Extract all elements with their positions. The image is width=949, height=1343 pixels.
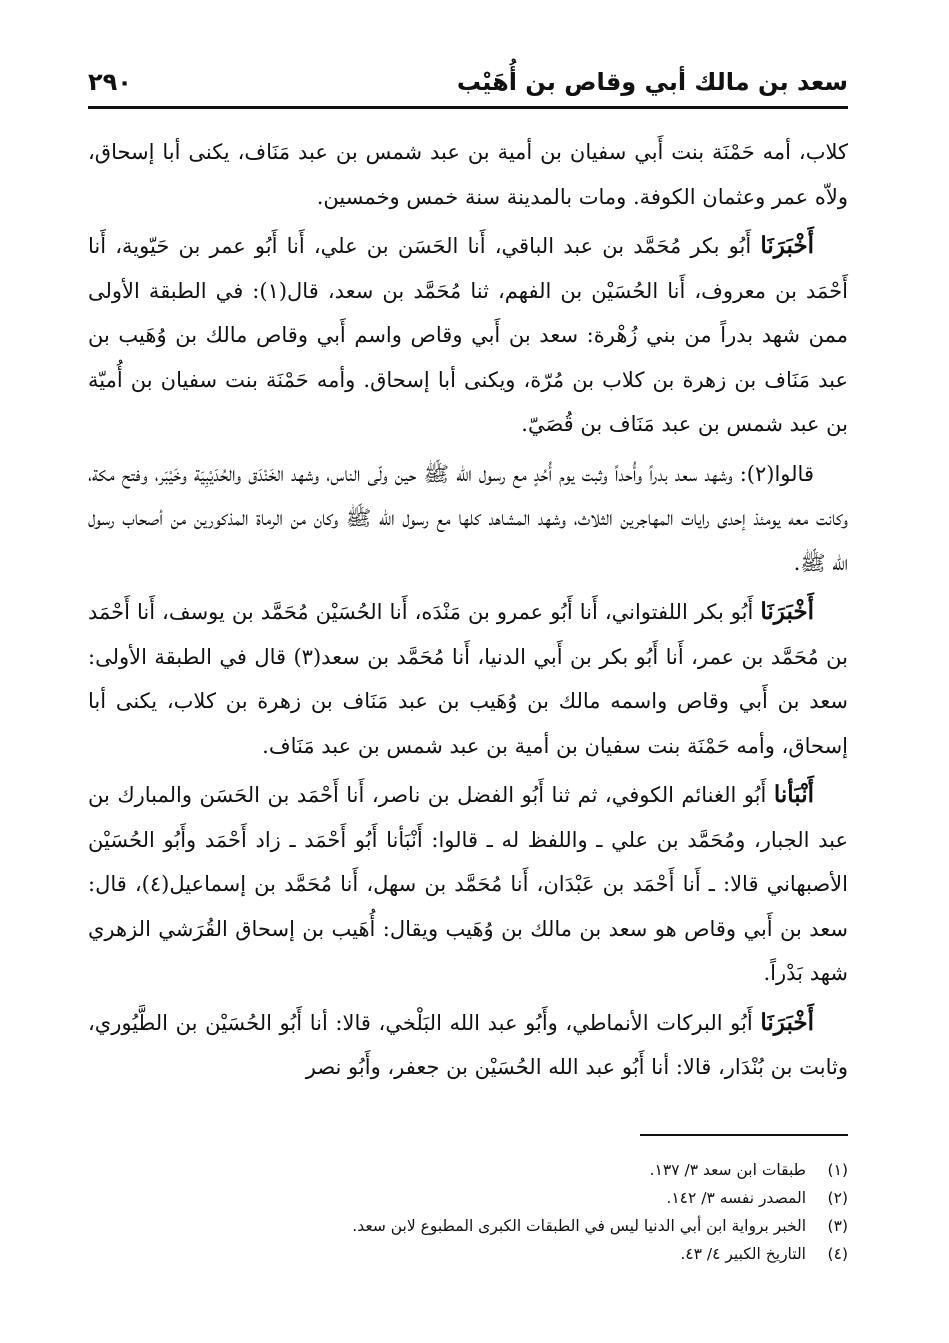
running-header bbox=[88, 60, 848, 104]
paragraph-lead-word: أَخْبَرَنَا bbox=[760, 1008, 814, 1036]
footnote-number: (١) bbox=[827, 1161, 848, 1179]
page-content bbox=[88, 60, 848, 1320]
paragraph-lead-word: أَخْبَرَنَا bbox=[760, 232, 814, 259]
footnote bbox=[88, 1184, 848, 1212]
paragraph-lead-word: أَخْبَرَنَا bbox=[760, 598, 814, 625]
paragraph-text: كلاب، أمه حَمْنَة بنت أَبي سفيان بن أمية بن عبد شمس بن عبد مَنَاف، يكنى أبا إسحاق، ولاّه عمر وعثمان الكوفة. ومات بالمدينة سنة خمس وخمسين. bbox=[88, 140, 848, 209]
footnote-text: الخبر برواية ابن أبي الدنيا ليس في الطبقات الكبرى المطبوع لابن سعد. bbox=[352, 1217, 806, 1235]
paragraph-text: أَبُو بكر اللفتواني، أَنا أَبُو عمرو بن مَنْدَه، أَنا الحُسَيْن مُحَمَّد بن يوسف، أَنا أَحْمَد بن مُحَمَّد بن عمر، أَنا أَبُو بكر بن أَبي الدنيا، أَنا مُحَمَّد بن سعد(٣) قال في الطبقة الأولى: سعد بن أَبي وقاص واسمه مالك بن وُهَيب بن عبد مَنَاف بن زهرة بن كلاب، يكنى أبا إسحاق، وأمه حَمْنَة بنت سفيان بن أمية بن عبد شمس بن عبد مَنَاف. bbox=[88, 600, 848, 758]
footnote-text: التاريخ الكبير ٤/ ٤٣. bbox=[680, 1245, 806, 1263]
page-number: ٢٩٠ bbox=[88, 68, 132, 96]
footnotes bbox=[88, 1156, 848, 1268]
paragraph bbox=[88, 130, 848, 219]
paragraph bbox=[88, 590, 848, 768]
footnote-text: طبقات ابن سعد ٣/ ١٣٧. bbox=[649, 1161, 806, 1179]
footnote-text: المصدر نفسه ٣/ ١٤٢. bbox=[666, 1189, 806, 1207]
footnote bbox=[88, 1240, 848, 1268]
paragraph bbox=[88, 1001, 848, 1090]
footnote-separator bbox=[640, 1134, 848, 1136]
paragraph-text: قالوا(٢): وشهد سعد بدراً وأُحداً وثبت يوم أُحُدٍ مع رسول الله ﷺ حين ولّى الناس، وشهد الخَنْدَق والحُدَيْبِيَة وخَيْبَر، وفتح مكة، وكانت معه يومئذ إحدى رايات المهاجرين الثلاث، وشهد المشاهد كلها مع رسول الله ﷺ وكان من الرماة المذكورين من أصحاب رسول الله ﷺ. bbox=[88, 461, 848, 575]
paragraph-text: أَبُو الغنائم الكوفي، ثم ثنا أَبُو الفضل بن ناصر، أَنا أَحْمَد بن الحَسَن والمبارك بن عبد الجبار، ومُحَمَّد بن علي ـ واللفظ له ـ قالوا: أَنْبَأنا أَبُو أَحْمَد ـ زاد أَحْمَد وأَبُو الحُسَيْن الأصبهاني قالا: ـ أَنا أَحْمَد بن عَبْدَان، أَنا مُحَمَّد بن سهل، أَنا مُحَمَّد بن إسماعيل(٤)، قال: سعد بن أَبي وقاص هو سعد بن مالك بن وُهَيب ويقال: أُهَيب بن إسحاق القُرَشي الزهري شهد بَدْراً. bbox=[88, 783, 848, 985]
paragraph bbox=[88, 452, 848, 586]
footnote bbox=[88, 1156, 848, 1184]
paragraph-text: أَبُو البركات الأنماطي، وأَبُو عبد الله البَلْخي، قالا: أنا أَبُو الحُسَيْن بن الطَّيُوري، وثابت بن بُنْدَار، قالا: أنا أَبُو عبد الله الحُسَيْن بن جعفر، وأَبُو نصر bbox=[88, 1010, 848, 1079]
footnote bbox=[88, 1212, 848, 1240]
footnote-number: (٢) bbox=[827, 1189, 848, 1207]
header-title: سعد بن مالك أبي وقاص بن أُهَيْب bbox=[456, 68, 848, 96]
header-rule bbox=[88, 106, 848, 109]
paragraph bbox=[88, 773, 848, 996]
paragraph-lead-word: أَنْبَأنا bbox=[773, 781, 814, 808]
main-text bbox=[88, 130, 848, 1095]
footnote-number: (٤) bbox=[827, 1245, 848, 1263]
footnote-number: (٣) bbox=[827, 1217, 848, 1235]
paragraph-text: أَبُو بكر مُحَمَّد بن عبد الباقي، أَنا الحَسَن بن علي، أَنا أَبُو عمر بن حَيّوية، أَنا أَحْمَد بن معروف، أَنا الحُسَيْن بن الفهم، ثنا مُحَمَّد بن سعد، قال(١): في الطبقة الأولى ممن شهد بدراً من بني زُهْرة: سعد بن أَبي وقاص واسم أَبي وقاص مالك بن وُهَيب بن عبد مَنَاف بن زهرة بن كلاب بن مُرّة، ويكنى أبا إسحاق. وأمه حَمْنَة بنت سفيان بن أُميّة بن عبد شمس بن عبد مَنَاف بن قُصَيّ. bbox=[88, 234, 848, 436]
paragraph bbox=[88, 224, 848, 447]
